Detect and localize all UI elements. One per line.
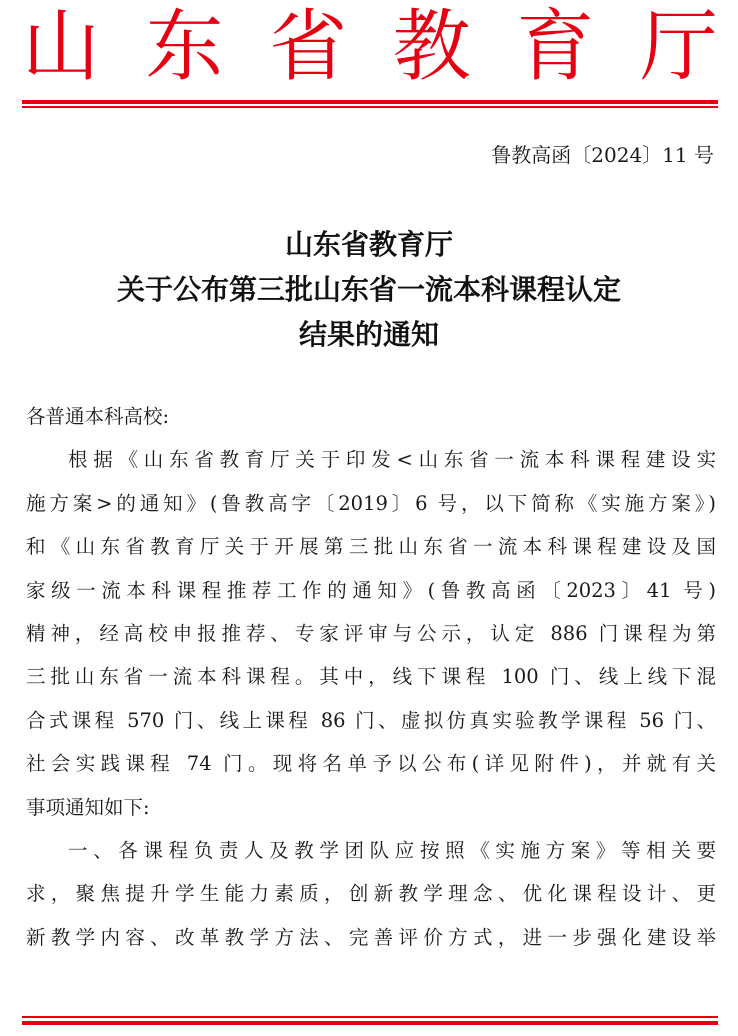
body-line: 事项通知如下: [26, 795, 150, 819]
body-line: 家级一流本科课程推荐工作的通知》(鲁教高函〔2023〕41 号) [26, 578, 716, 602]
masthead-char: 厅 [639, 2, 718, 92]
masthead-rule-thick [22, 100, 718, 104]
title-line-1: 山东省教育厅 [284, 228, 453, 261]
document-title [0, 222, 738, 357]
body-line: 和《山东省教育厅关于开展第三批山东省一流本科课程建设及国 [26, 535, 716, 559]
footer-rule-thin [22, 1016, 718, 1018]
masthead-char: 山 [22, 2, 101, 92]
body-line: 社会实践课程 74 门。现将名单予以公布(详见附件)，并就有关 [26, 752, 716, 776]
document-number: 鲁教高函〔2024〕11 号 [491, 143, 714, 167]
body-line: 根据《山东省教育厅关于印发<山东省一流本科课程建设实 [68, 448, 716, 472]
document-body [26, 395, 716, 959]
title-line-3: 结果的通知 [298, 318, 439, 351]
masthead-rule-thin [22, 106, 718, 108]
body-line: 一、各课程负责人及教学团队应按照《实施方案》等相关要 [68, 838, 716, 862]
body-line: 合式课程 570 门、线上课程 86 门、虚拟仿真实验教学课程 56 门、 [26, 708, 716, 732]
masthead-organization-name [22, 2, 718, 92]
masthead-char: 省 [269, 2, 348, 92]
footer-rule-thick [22, 1021, 718, 1025]
masthead-char: 东 [145, 2, 224, 92]
body-line: 新教学内容、改革教学方法、完善评价方式，进一步强化建设举 [26, 925, 716, 949]
body-line: 三批山东省一流本科课程。其中，线下课程 100 门、线上线下混 [26, 665, 716, 689]
title-line-2: 关于公布第三批山东省一流本科课程认定 [116, 273, 621, 306]
masthead-char: 育 [516, 2, 595, 92]
body-line: 求，聚焦提升学生能力素质，创新教学理念、优化课程设计、更 [26, 882, 716, 906]
body-line: 精神，经高校申报推荐、专家评审与公示，认定 886 门课程为第 [26, 621, 716, 645]
masthead-char: 教 [392, 2, 471, 92]
salutation: 各普通本科高校: [26, 405, 170, 428]
body-line: 施方案>的通知》(鲁教高字〔2019〕6 号，以下简称《实施方案》) [26, 491, 716, 515]
